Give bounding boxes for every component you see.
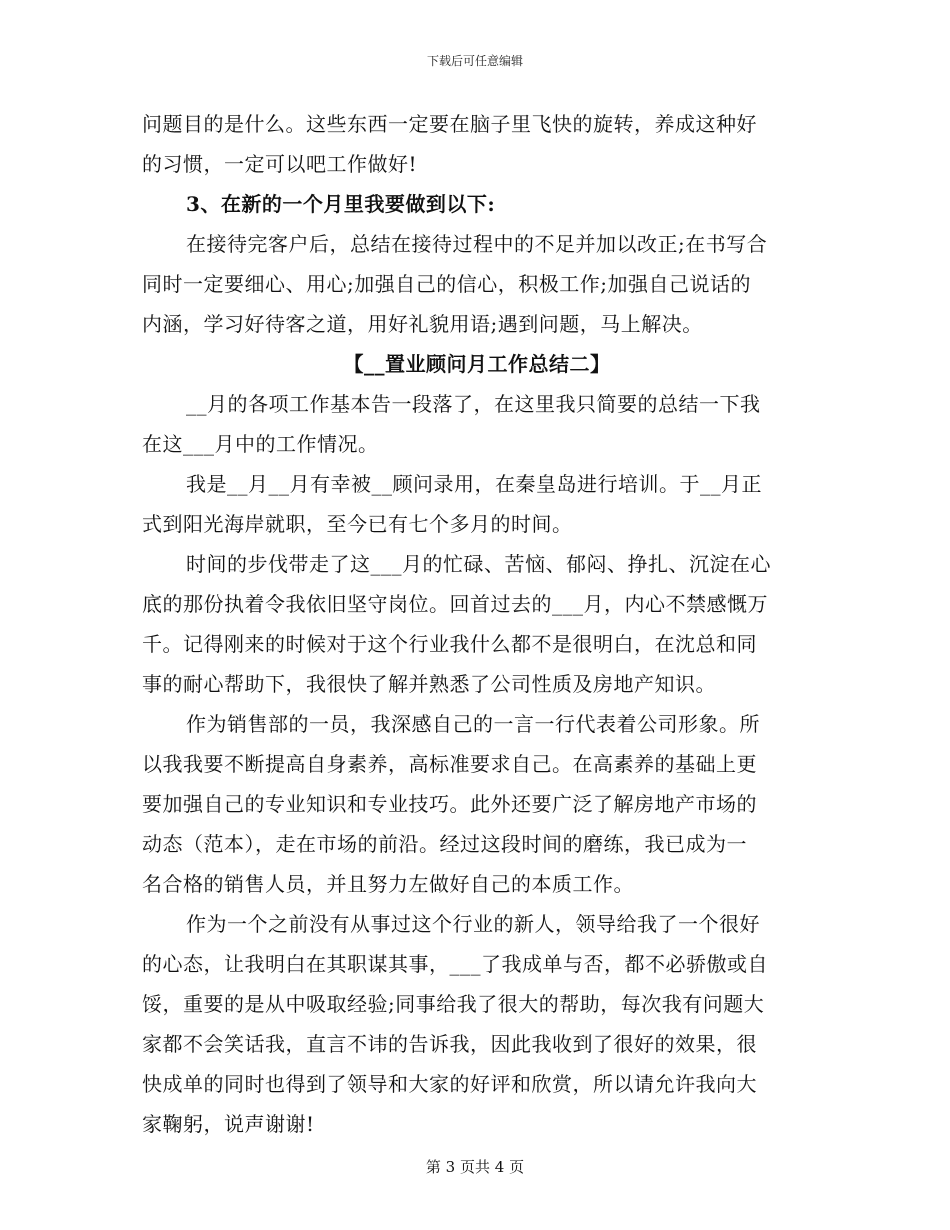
body-line: 馁，重要的是从中吸取经验;同事给我了很大的帮助，每次我有问题大 [142,992,765,1016]
document-body [142,104,812,1144]
section-subheading: 3、在新的一个月里我要做到以下: [186,192,496,216]
body-line: 家都不会笑话我，直言不讳的告诉我，因此我收到了很好的效果，很 [142,1032,757,1056]
body-line: 的习惯，一定可以吧工作做好! [142,152,418,176]
body-line: 的心态，让我明白在其职谋其事，___了我成单与否，都不必骄傲或自 [142,952,768,976]
body-line: 底的那份执着令我依旧坚守岗位。回首过去的___月，内心不禁感慨万 [142,592,768,616]
body-line: 作为一个之前没有从事过这个行业的新人，领导给我了一个很好 [186,912,760,936]
body-line: 千。记得刚来的时候对于这个行业我什么都不是很明白，在沈总和同 [142,632,757,656]
body-line: 名合格的销售人员，并且努力左做好自己的本质工作。 [142,872,634,896]
body-line: 时间的步伐带走了这___月的忙碌、苦恼、郁闷、挣扎、沉淀在心 [186,552,771,576]
body-line: 问题目的是什么。这些东西一定要在脑子里飞快的旋转，养成这种好 [142,112,757,136]
body-line: 快成单的同时也得到了领导和大家的好评和欣赏，所以请允许我向大 [142,1072,757,1096]
body-line: 要加强自己的专业知识和专业技巧。此外还要广泛了解房地产市场的 [142,792,757,816]
page-header: 下载后可任意编辑 [426,54,523,68]
body-line: 以我我要不断提高自身素养，高标准要求自己。在高素养的基础上更 [142,752,757,776]
page-footer: 第 3 页共 4 页 [425,1158,525,1176]
body-line: 内涵，学习好待客之道，用好礼貌用语;遇到问题，马上解决。 [142,312,703,336]
body-line: __月的各项工作基本告一段落了，在这里我只简要的总结一下我 [186,392,761,416]
body-line: 作为销售部的一员，我深感自己的一言一行代表着公司形象。所 [186,712,760,736]
body-line: 同时一定要细心、用心;加强自己的信心，积极工作;加强自己说话的 [142,272,751,296]
body-line: 我是__月__月有幸被__顾问录用，在秦皇岛进行培训。于__月正 [186,472,762,496]
body-line: 家鞠躬，说声谢谢! [142,1112,315,1136]
body-line: 在接待完客户后，总结在接待过程中的不足并加以改正;在书写合 [186,232,768,256]
section-title: 【__置业顾问月工作总结二】 [343,352,611,376]
body-line: 事的耐心帮助下，我很快了解并熟悉了公司性质及房地产知识。 [142,672,716,696]
body-line: 在这___月中的工作情况。 [142,432,379,456]
body-line: 式到阳光海岸就职，至今已有七个多月的时间。 [142,512,573,536]
body-line: 动态（范本），走在市场的前沿。经过这段时间的磨练，我已成为一 [142,832,747,856]
